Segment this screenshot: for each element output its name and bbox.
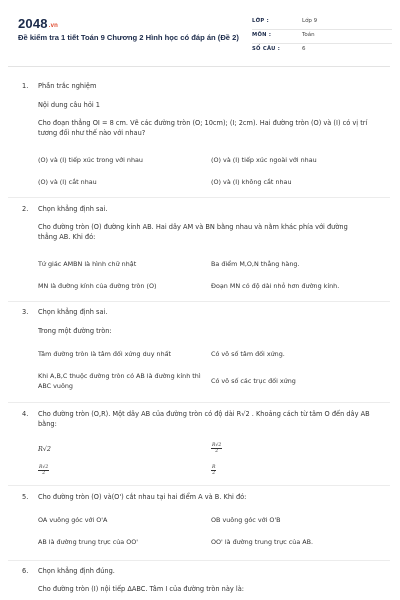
answer-option[interactable]: [38, 465, 49, 476]
question-number: 5.: [22, 493, 29, 501]
page-title: Đề kiểm tra 1 tiết Toán 9 Chương 2 Hình học có đáp án (Đề 2): [18, 33, 239, 42]
question-text: Cho đường tròn (O) đường kính AB. Hai dây AM và BN bằng nhau và nằm khác phía với đường thẳng AB. Khi đó:: [38, 223, 348, 241]
question-heading: Phần trắc nghiệm: [38, 82, 97, 90]
meta-row-count: [252, 44, 392, 57]
meta-row-subject: [252, 30, 392, 44]
question-number: 3.: [22, 308, 29, 316]
answer-option[interactable]: MN là đường kính của đường tròn (O): [38, 282, 157, 290]
answer-option[interactable]: Ba điểm M,O,N thẳng hàng.: [211, 260, 300, 268]
question-number: 2.: [22, 205, 29, 213]
divider: [8, 197, 390, 198]
answer-option[interactable]: (O) và (I) cắt nhau: [38, 178, 97, 186]
divider: [8, 66, 390, 67]
fraction: $\frac{R√2}{2}$: [39, 465, 49, 476]
answer-option[interactable]: OA vuông góc với O'A: [38, 516, 108, 524]
divider: [8, 560, 390, 561]
header: [18, 16, 388, 61]
question-heading: Cho đường tròn (O) và(O') cắt nhau tại hai điểm A và B. Khi đó:: [38, 493, 247, 501]
fraction: $\frac{R√2}{2}$: [212, 443, 222, 454]
answer-option[interactable]: R√2: [38, 445, 51, 453]
site-logo[interactable]: 2048.vn: [18, 16, 59, 31]
meta-value: Lớp 9: [302, 18, 318, 24]
question-subheading: Nội dung câu hỏi 1: [38, 101, 100, 109]
question-number: 4.: [22, 410, 29, 418]
question-heading: Chọn khẳng định sai.: [38, 205, 108, 213]
meta-info: [252, 16, 392, 57]
answer-option[interactable]: Có vô số các trục đối xứng: [211, 377, 296, 385]
answer-option[interactable]: Tứ giác AMBN là hình chữ nhật: [38, 260, 137, 268]
question-heading: Cho đường tròn (O,R). Một dây AB của đường tròn có độ dài R√2 . Khoảng cách từ tâm O đến dây AB bằng:: [38, 410, 370, 428]
question-heading: Chọn khẳng định sai.: [38, 308, 108, 316]
question-text: Cho đường tròn (I) nội tiếp ΔABC. Tâm I của đường tròn này là:: [38, 585, 244, 593]
question-heading: Chọn khẳng định đúng.: [38, 567, 115, 575]
meta-key: MÔN :: [252, 32, 272, 38]
question-subheading: Trong một đường tròn:: [38, 327, 112, 335]
answer-option[interactable]: Tâm đường tròn là tâm đối xứng duy nhất: [38, 350, 172, 358]
divider: [8, 402, 390, 403]
answer-option[interactable]: Có vô số tâm đối xứng.: [211, 350, 285, 358]
answer-option[interactable]: Đoạn MN có độ dài nhỏ hơn đường kính.: [211, 282, 340, 290]
answer-option[interactable]: OO' là đường trung trực của AB.: [211, 538, 314, 546]
meta-value: 6: [302, 46, 306, 52]
divider: [8, 301, 390, 302]
meta-value: Toán: [302, 32, 315, 38]
answer-option[interactable]: (O) và (I) không cắt nhau: [211, 178, 292, 186]
meta-key: SỐ CÂU :: [252, 46, 281, 52]
question-text: Cho đoạn thẳng OI = 8 cm. Vẽ các đường tròn (O; 10cm); (I; 2cm). Hai đường tròn (O) và (I) có vị trí tương đối như thế nào với nhau?: [38, 119, 368, 137]
question-number: 6.: [22, 567, 29, 575]
answer-option[interactable]: [211, 465, 216, 476]
answer-option[interactable]: [211, 443, 222, 454]
answer-option[interactable]: Khi A,B,C thuộc đường tròn có AB là đường kính thì ABC vuông: [38, 372, 201, 390]
divider: [8, 485, 390, 486]
meta-key: LỚP :: [252, 18, 270, 24]
question-number: 1.: [22, 82, 29, 90]
meta-row-class: [252, 16, 392, 30]
fraction: $\frac{R}{2}$: [212, 465, 216, 476]
answer-option[interactable]: OB vuông góc với O'B: [211, 516, 281, 524]
answer-option[interactable]: AB là đường trung trực của OO': [38, 538, 139, 546]
answer-option[interactable]: (O) và (I) tiếp xúc ngoài với nhau: [211, 156, 317, 164]
answer-option[interactable]: (O) và (I) tiếp xúc trong với nhau: [38, 156, 143, 164]
